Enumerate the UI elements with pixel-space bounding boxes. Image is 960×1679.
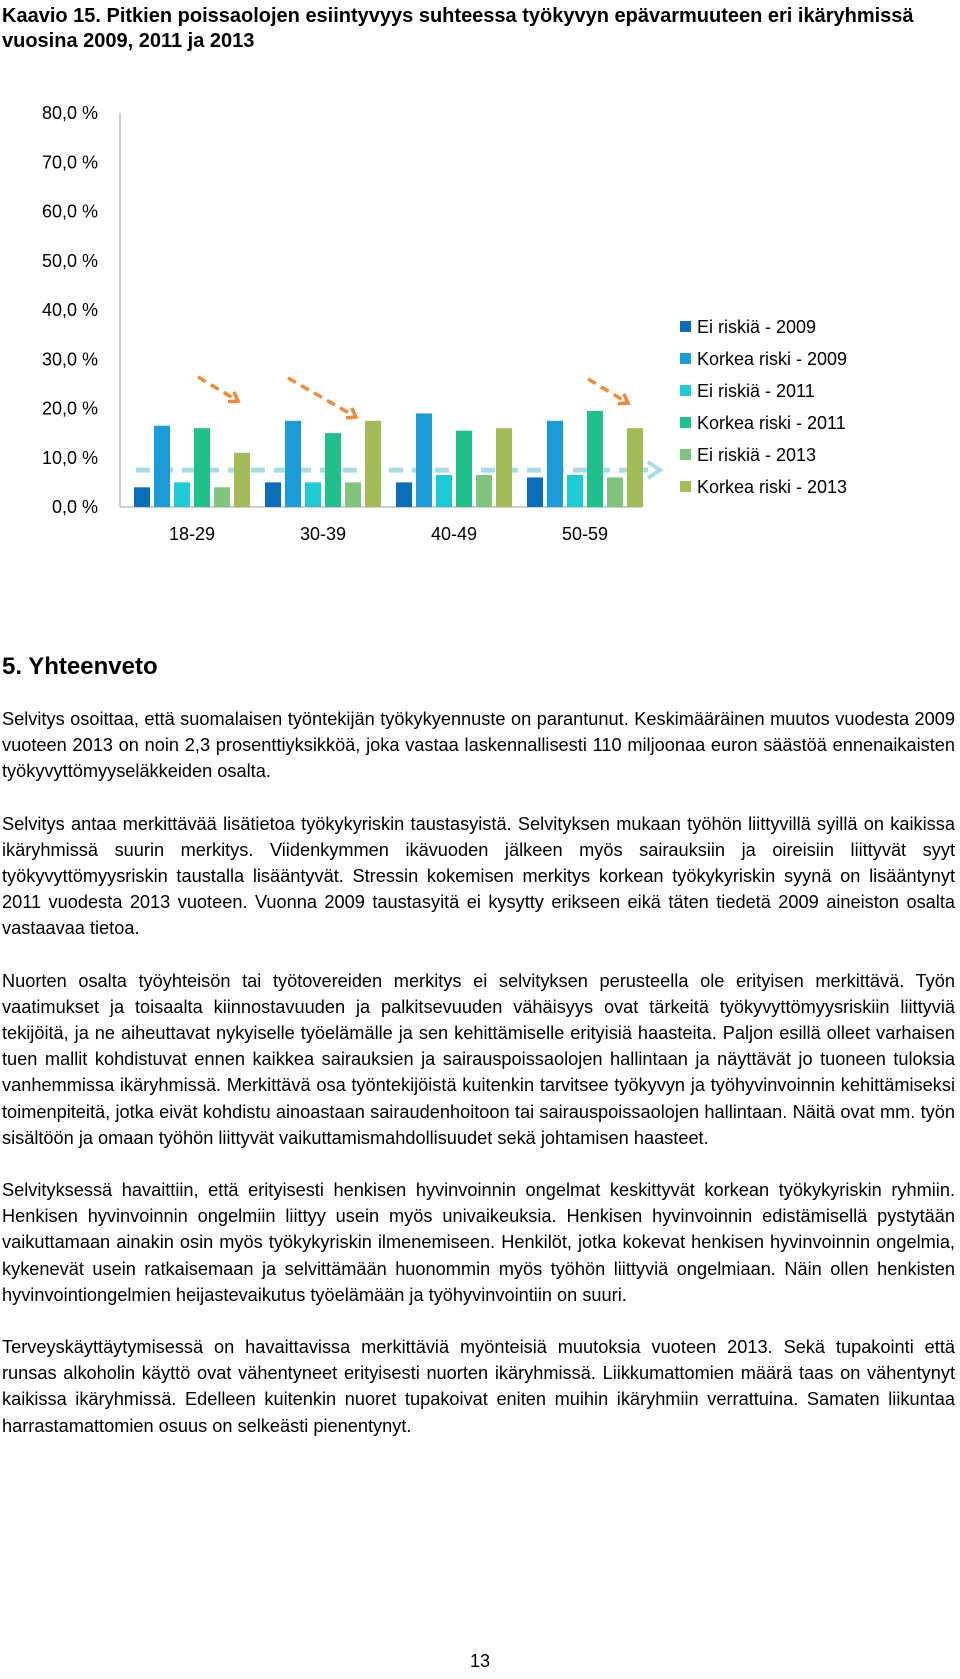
- bar: [436, 475, 452, 507]
- y-tick-label: 0,0 %: [51, 497, 98, 517]
- y-tick-label: 10,0 %: [41, 447, 98, 468]
- bar: [456, 431, 472, 507]
- y-tick-label: 40,0 %: [41, 300, 98, 320]
- figure-caption: Kaavio 15. Pitkien poissaolojen esiintyvyys suhteessa työkyvyn epävarmuuteen eri ikäryhmissä vuosina 2009, 2011 ja 2013: [2, 5, 914, 52]
- bar: [496, 428, 512, 507]
- x-tick-label: 18-29: [168, 524, 216, 544]
- bar: [416, 413, 432, 507]
- x-tick-label: 30-39: [299, 524, 347, 544]
- y-tick-label: 80,0 %: [41, 103, 98, 123]
- y-tick-label: 30,0 %: [41, 349, 98, 370]
- trend-arrowhead: [648, 462, 660, 478]
- legend-swatch: [680, 417, 691, 428]
- bar: [265, 482, 281, 507]
- bar: [607, 477, 623, 507]
- trend-arrow: [588, 379, 628, 403]
- bars: [134, 411, 643, 507]
- bar: [214, 487, 230, 507]
- legend-swatch: [680, 321, 691, 332]
- bar: [476, 475, 492, 507]
- legend-swatch: [680, 353, 691, 364]
- x-tick-label: 50-59: [561, 524, 609, 544]
- legend-label: Korkea riski - 2011: [697, 413, 846, 433]
- legend-label: Ei riskiä - 2013: [697, 445, 817, 465]
- bar: [194, 428, 210, 507]
- bar: [587, 411, 603, 507]
- bar-chart: [0, 95, 960, 575]
- bar: [305, 482, 321, 507]
- legend: [680, 317, 847, 497]
- legend-label: Korkea riski - 2009: [697, 349, 848, 369]
- bar: [345, 482, 361, 507]
- bar: [325, 433, 341, 507]
- bar: [154, 426, 170, 507]
- paragraph: Nuorten osalta työyhteisön tai työtovereiden merkitys ei selvityksen perusteella ole erityisen merkittävä. Työn vaatimukset ja toisaalta kiinnostavuuden ja palkitsevuuden vähäisyys ovat tärkeitä työkyvyttömyysriskiin liittyviä tekijöitä, ja ne aiheuttavat nykyiselle työelämälle ja sen kehittämiselle erityisiä haasteita. Paljon esillä olleet varhaisen tuen mallit kohdistuvat ennen kaikkea sairauksien ja sairauspoissaolojen hallintaan ja näyttävät jo tuoneen tuloksia vanhemmissa ikäryhmissä. Merkittävä osa työntekijöistä kuitenkin tarvitsee työkyvyn ja työhyvinvoinnin kehittämiseksi toimenpiteitä, jotka eivät kohdistu ainoastaan sairaudenhoitoon tai sairauspoissaolojen hallintaan. Näitä ovat mm. työn sisältöön ja omaan työhön liittyvät vaikuttamismahdollisuudet sekä johtamisen haasteet.: [2, 970, 955, 1148]
- paragraph: Terveyskäyttäytymisessä on havaittavissa merkittäviä myönteisiä muutoksia vuoteen 2013. Sekä tupakointi että runsas alkoholin käyttö ovat vähentyneet erityisesti nuorten ikäryhmissä. Liikkumattomien määrä taas on vähentynyt kaikissa ikäryhmissä. Edelleen kuitenkin nuoret tupakoivat eniten muihin ikäryhmiin verrattuina. Samaten liikuntaa harrastamattomien osuus on selkeästi pienentynyt.: [2, 1337, 955, 1436]
- trend-arrows: [198, 377, 628, 418]
- x-tick-label: 40-49: [430, 524, 478, 544]
- y-tick-label: 60,0 %: [41, 201, 98, 222]
- legend-label: Ei riskiä - 2009: [697, 317, 817, 337]
- y-tick-label: 20,0 %: [41, 398, 98, 419]
- bar: [365, 421, 381, 507]
- legend-swatch: [680, 385, 691, 396]
- bar: [547, 421, 563, 507]
- y-tick-label: 50,0 %: [41, 250, 98, 271]
- x-axis-ticks: [169, 524, 608, 544]
- bar: [627, 428, 643, 507]
- legend-swatch: [680, 481, 691, 492]
- paragraph: Selvitys antaa merkittävää lisätietoa työkykyriskin taustasyistä. Selvityksen mukaan työhön liittyvillä syillä on kaikissa ikäryhmissä suurin merkitys. Viidenkymmen ikävuoden jälkeen myös sairauksiin ja oireisiin liittyvät syyt työkyvyttömyysriskin taustalla lisääntyvät. Stressin kokemisen merkitys korkean työkykyriskin syynä on lisääntynyt 2011 vuodesta 2013 vuoteen. Vuonna 2009 taustasyitä ei kysytty erikseen eikä täten tiedetä 2009 aineiston osalta vastaavaa tietoa.: [2, 813, 955, 939]
- bar: [174, 482, 190, 507]
- bar: [567, 475, 583, 507]
- trend-arrow: [288, 378, 356, 417]
- trend-arrow: [198, 377, 238, 401]
- page-number: 13: [469, 1651, 491, 1671]
- y-tick-label: 70,0 %: [41, 152, 98, 173]
- bar: [396, 482, 412, 507]
- bar: [527, 477, 543, 507]
- paragraph: Selvityksessä havaittiin, että erityisesti henkisen hyvinvoinnin ongelmat keskittyvät korkean työkykyriskin ryhmiin. Henkisen hyvinvoinnin ongelmiin liittyy usein myös univaikeuksia. Henkisen hyvinvoinnin edistämisellä pystytään vaikuttamaan ainakin osin myös työkykyriskin ilmenemiseen. Henkilöt, jotka kokevat henkisen hyvinvoinnin ongelmia, kykenevät usein ratkaisemaan ja selvittämään huonommin myös työhön liittyviä ongelmiaan. Näin ollen henkisten hyvinvointiongelmien heijastevaikutus työelämään ja työhyvinvointiin on suuri.: [2, 1180, 955, 1305]
- legend-label: Ei riskiä - 2011: [697, 381, 815, 401]
- section-heading: 5. Yhteenveto: [2, 653, 158, 680]
- legend-swatch: [680, 449, 691, 460]
- paragraph: Selvitys osoittaa, että suomalaisen työntekijän työkykyennuste on parantunut. Keskimääräinen muutos vuodesta 2009 vuoteen 2013 on noin 2,3 prosenttiyksikköä, joka vastaa laskennallisesti 110 miljoonaa euron säästöä ennenaikaisten työkyvyttömyyseläkkeiden osalta.: [2, 709, 955, 782]
- legend-label: Korkea riski - 2013: [697, 477, 848, 497]
- bar: [234, 453, 250, 507]
- bar: [134, 487, 150, 507]
- y-axis-ticks: [42, 103, 98, 517]
- section-body: [2, 706, 955, 1465]
- bar: [285, 421, 301, 507]
